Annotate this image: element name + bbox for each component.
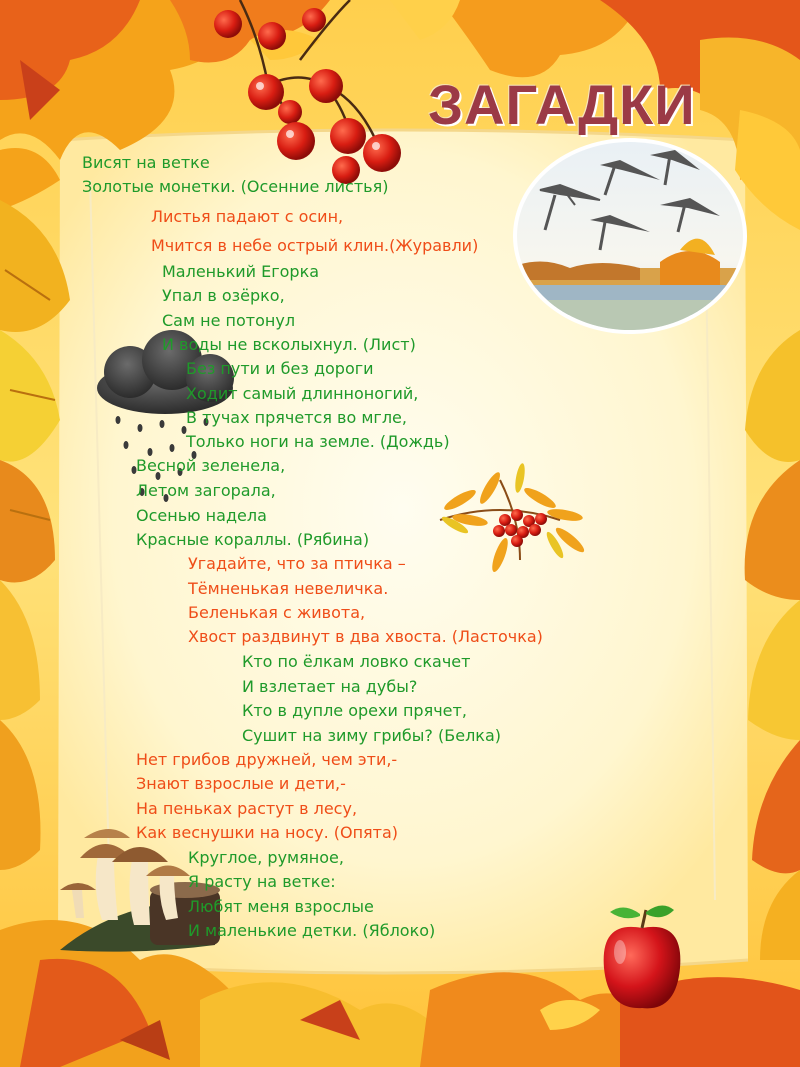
riddle-line: Кто в дупле орехи прячет, (242, 701, 467, 720)
riddle-line: Летом загорала, (136, 481, 276, 500)
riddle-line: И взлетает на дубы? (242, 677, 418, 696)
riddle-line: И маленькие детки. (Яблоко) (188, 921, 436, 940)
riddle-line: Тёмненькая невеличка. (188, 579, 389, 598)
riddle-line: В тучах прячется во мгле, (186, 408, 407, 427)
riddle-line: Маленький Егорка (162, 262, 320, 281)
page-title: ЗАГАДКИ (428, 73, 696, 136)
riddle-line: Хвост раздвинут в два хвоста. (Ласточка) (188, 627, 543, 646)
riddle-line: Любят меня взрослые (188, 897, 374, 916)
riddle-line: Ходит самый длинноногий, (186, 384, 419, 403)
riddle-line: Круглое, румяное, (188, 848, 344, 867)
riddle-line: Золотые монетки. (Осенние листья) (82, 177, 389, 196)
riddle-line: Красные кораллы. (Рябина) (136, 530, 370, 549)
riddle-line: И воды не всколыхнул. (Лист) (162, 335, 416, 354)
riddle-line: Нет грибов дружней, чем эти,- (136, 750, 398, 769)
riddle-line: Сушит на зиму грибы? (Белка) (242, 726, 502, 745)
riddle-line: Угадайте, что за птичка – (188, 554, 406, 573)
riddle-line: Без пути и без дороги (186, 359, 374, 378)
riddle-line: Сам не потонул (162, 311, 296, 330)
riddle-line: Только ноги на земле. (Дождь) (186, 432, 450, 451)
riddle-line: Беленькая с живота, (188, 603, 366, 622)
riddle-line: Мчится в небе острый клин.(Журавли) (151, 236, 479, 255)
riddle-line: Листья падают с осин, (151, 207, 344, 226)
riddle-line: Висят на ветке (82, 153, 210, 172)
riddle-line: Упал в озёрко, (162, 286, 285, 305)
riddle-line: Весной зеленела, (136, 456, 286, 475)
riddle-line: Осенью надела (136, 506, 267, 525)
riddle-line: Знают взрослые и дети,- (136, 774, 346, 793)
riddle-line: Кто по ёлкам ловко скачет (242, 652, 471, 671)
riddle-line: На пеньках растут в лесу, (136, 799, 358, 818)
riddle-line: Я расту на ветке: (188, 872, 336, 891)
riddle-line: Как веснушки на носу. (Опята) (136, 823, 399, 842)
